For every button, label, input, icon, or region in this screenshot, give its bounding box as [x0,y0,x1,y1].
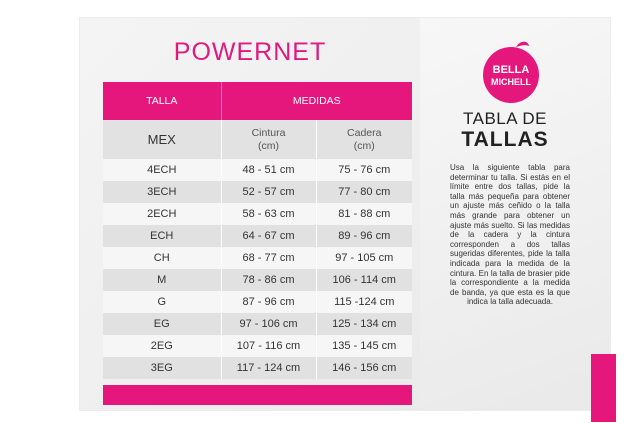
table-bottom-bar [103,385,412,405]
subheader-cadera [316,120,412,159]
table-row [103,335,412,357]
header-talla: TALLA [103,82,221,120]
cell-cadera: 135 - 145 cm [316,335,412,357]
cell-size: ECH [103,225,221,247]
table-row [103,291,412,313]
cell-cintura: 48 - 51 cm [221,159,316,181]
table-row [103,269,412,291]
table-row [103,247,412,269]
cell-size: 3ECH [103,181,221,203]
table-row [103,225,412,247]
subheader-mex: MEX [103,120,221,159]
cell-cintura: 64 - 67 cm [221,225,316,247]
table-header-row [103,82,412,120]
cell-cadera: 125 - 134 cm [316,313,412,335]
product-title: POWERNET [173,38,327,66]
table-subheader-row [103,120,412,159]
cell-cintura: 117 - 124 cm [221,357,316,379]
cell-size: 4ECH [103,159,221,181]
cell-cintura: 58 - 63 cm [221,203,316,225]
cell-cadera: 106 - 114 cm [316,269,412,291]
cell-cadera: 75 - 76 cm [316,159,412,181]
cell-cadera: 89 - 96 cm [316,225,412,247]
logo-text-2: MICHELL [491,77,531,87]
cell-cintura: 107 - 116 cm [221,335,316,357]
cadera-label: Cadera [347,126,382,139]
accent-block [591,354,616,422]
table-row [103,203,412,225]
cintura-label: Cintura [251,126,286,139]
cell-size: 3EG [103,357,221,379]
cadera-unit: (cm) [353,139,375,152]
cell-size: EG [103,313,221,335]
cell-size: M [103,269,221,291]
cell-size: CH [103,247,221,269]
side-title-line2: TALLAS [461,128,549,151]
table-row [103,357,412,379]
cell-cadera: 146 - 156 cm [316,357,412,379]
size-table [103,82,412,379]
bella-michell-logo [476,38,546,108]
cintura-unit: (cm) [258,139,279,152]
header-medidas: MEDIDAS [221,82,412,120]
cell-cadera: 77 - 80 cm [316,181,412,203]
cell-cintura: 97 - 106 cm [221,313,316,335]
cell-cintura: 78 - 86 cm [221,269,316,291]
logo-text-1: BELLA [492,64,530,76]
cell-cadera: 81 - 88 cm [316,203,412,225]
cell-size: 2EG [103,335,221,357]
cell-size: G [103,291,221,313]
table-row [103,159,412,181]
table-row [103,313,412,335]
cell-size: 2ECH [103,203,221,225]
size-guide-description: Usa la siguiente tabla para determinar tu talla. Si estás en el límite entre dos tallas, pide la talla más pequeña para obtener un ajuste más ceñido o la talla más grande para obtener un ajuste más suelto. Si las medidas de la cadera y la cintura corresponden a dos tallas sugeridas diferentes, pide la talla indicada para la medida de la cintura. En la talla de brasier pide la correspondiente a la medida de banda, ya que esta es la que indica la talla adecuada. [450,163,570,307]
subheader-cintura [221,120,316,159]
table-row [103,181,412,203]
cell-cintura: 52 - 57 cm [221,181,316,203]
side-title-line1: TABLA DE [463,109,547,128]
cell-cintura: 87 - 96 cm [221,291,316,313]
cell-cintura: 68 - 77 cm [221,247,316,269]
cell-cadera: 97 - 105 cm [316,247,412,269]
cell-cadera: 115 -124 cm [316,291,412,313]
